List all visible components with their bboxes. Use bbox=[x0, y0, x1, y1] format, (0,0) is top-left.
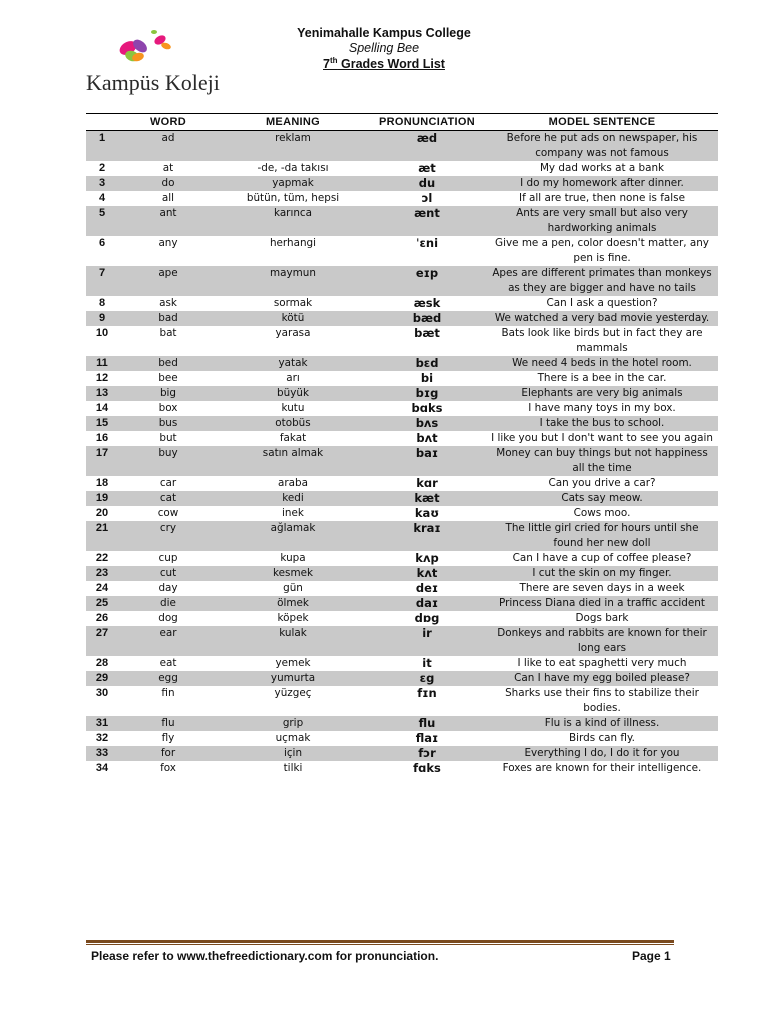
row-meaning: köpek bbox=[277, 612, 309, 624]
table-row bbox=[86, 491, 718, 506]
row-pronunciation: ir bbox=[422, 626, 432, 640]
row-meaning: ölmek bbox=[277, 597, 309, 609]
header-meaning: MEANING bbox=[265, 116, 321, 128]
row-word: bad bbox=[158, 312, 178, 324]
row-sentence: Sharks use their fins to stabilize their bodies. bbox=[505, 687, 699, 714]
row-word: big bbox=[159, 387, 177, 399]
row-number: 15 bbox=[95, 417, 109, 429]
row-sentence: Flu is a kind of illness. bbox=[544, 717, 660, 729]
row-sentence: Princess Diana died in a traffic accident bbox=[499, 597, 705, 609]
row-meaning: maymun bbox=[270, 267, 316, 279]
row-number: 3 bbox=[98, 177, 106, 189]
row-pronunciation: fɔr bbox=[418, 746, 436, 760]
row-pronunciation: kʌt bbox=[416, 566, 438, 580]
row-word: at bbox=[162, 162, 174, 174]
row-sentence: I cut the skin on my finger. bbox=[532, 567, 672, 579]
row-word: fly bbox=[161, 732, 175, 744]
row-meaning: inek bbox=[282, 507, 304, 519]
table-row bbox=[86, 386, 718, 401]
row-sentence: Before he put ads on newspaper, his company was not famous bbox=[506, 132, 698, 159]
row-pronunciation: bɛd bbox=[415, 356, 439, 370]
table-row bbox=[86, 476, 718, 491]
row-pronunciation: æd bbox=[416, 131, 438, 145]
row-number: 10 bbox=[95, 327, 109, 339]
row-sentence: Cows moo. bbox=[573, 507, 631, 519]
row-sentence: I do my homework after dinner. bbox=[520, 177, 684, 189]
row-pronunciation: kraɪ bbox=[413, 521, 441, 535]
row-pronunciation: fɪn bbox=[417, 686, 437, 700]
row-sentence: Cats say meow. bbox=[561, 492, 643, 504]
row-meaning: yatak bbox=[278, 357, 308, 369]
row-pronunciation: it bbox=[422, 656, 432, 670]
row-number: 7 bbox=[98, 267, 106, 279]
row-pronunciation: bɑks bbox=[411, 401, 443, 415]
table-row bbox=[86, 626, 718, 656]
row-meaning: yumurta bbox=[270, 672, 316, 684]
row-meaning: kedi bbox=[282, 492, 304, 504]
row-sentence: Money can buy things but not happiness all the time bbox=[496, 447, 708, 474]
row-meaning: için bbox=[283, 747, 303, 759]
row-pronunciation: eɪp bbox=[415, 266, 439, 280]
row-pronunciation: du bbox=[418, 176, 436, 190]
row-number: 13 bbox=[95, 387, 109, 399]
row-number: 17 bbox=[95, 447, 109, 459]
row-word: any bbox=[158, 237, 178, 249]
row-sentence: Donkeys and rabbits are known for their long ears bbox=[497, 627, 707, 654]
row-sentence: Birds can fly. bbox=[569, 732, 635, 744]
row-number: 22 bbox=[95, 552, 109, 564]
row-number: 31 bbox=[95, 717, 109, 729]
row-sentence: I like you but I don't want to see you again bbox=[491, 432, 713, 444]
row-sentence: There are seven days in a week bbox=[519, 582, 685, 594]
table-row bbox=[86, 716, 718, 731]
row-meaning: otobüs bbox=[275, 417, 311, 429]
table-row bbox=[86, 296, 718, 311]
row-meaning: ağlamak bbox=[270, 522, 316, 534]
row-meaning: kutu bbox=[281, 402, 305, 414]
row-meaning: büyük bbox=[277, 387, 309, 399]
row-pronunciation: flaɪ bbox=[415, 731, 439, 745]
row-number: 27 bbox=[95, 627, 109, 639]
row-sentence: I have many toys in my box. bbox=[528, 402, 676, 414]
page-number: Page 1 bbox=[632, 949, 671, 963]
row-number: 32 bbox=[95, 732, 109, 744]
row-pronunciation: kɑr bbox=[416, 476, 438, 490]
grade-number: 7 bbox=[323, 57, 330, 72]
table-row bbox=[86, 521, 718, 551]
row-meaning: arı bbox=[286, 372, 300, 384]
row-pronunciation: baɪ bbox=[415, 446, 439, 460]
row-word: cup bbox=[158, 552, 178, 564]
row-meaning: yemek bbox=[275, 657, 311, 669]
table-row bbox=[86, 566, 718, 581]
table-row bbox=[86, 266, 718, 296]
row-word: bed bbox=[158, 357, 178, 369]
row-sentence: I take the bus to school. bbox=[539, 417, 665, 429]
row-number: 28 bbox=[95, 657, 109, 669]
row-sentence: Everything I do, I do it for you bbox=[524, 747, 680, 759]
table-row bbox=[86, 551, 718, 566]
row-pronunciation: flu bbox=[418, 716, 436, 730]
row-number: 8 bbox=[98, 297, 106, 309]
row-meaning: yarasa bbox=[275, 327, 311, 339]
row-sentence: Give me a pen, color doesn't matter, any pen is fine. bbox=[495, 237, 709, 264]
list-title bbox=[260, 56, 508, 71]
row-word: box bbox=[158, 402, 178, 414]
logo-text: Kampüs Koleji bbox=[86, 70, 220, 95]
row-pronunciation: ɛg bbox=[419, 671, 435, 685]
row-number: 9 bbox=[98, 312, 106, 324]
row-meaning: gün bbox=[283, 582, 303, 594]
row-word: ant bbox=[159, 207, 177, 219]
row-pronunciation: æt bbox=[418, 161, 436, 175]
row-sentence: Can I have a cup of coffee please? bbox=[512, 552, 692, 564]
row-pronunciation: ˈɛni bbox=[415, 236, 439, 250]
row-meaning: kötü bbox=[281, 312, 305, 324]
row-word: eat bbox=[159, 657, 177, 669]
row-number: 34 bbox=[95, 762, 109, 774]
row-sentence: We watched a very bad movie yesterday. bbox=[494, 312, 710, 324]
row-word: die bbox=[160, 597, 176, 609]
row-word: ask bbox=[159, 297, 177, 309]
table-row bbox=[86, 761, 718, 776]
row-pronunciation: bæt bbox=[414, 326, 440, 340]
row-word: bus bbox=[158, 417, 178, 429]
row-number: 4 bbox=[98, 192, 106, 204]
row-meaning: satın almak bbox=[262, 447, 324, 459]
row-number: 18 bbox=[95, 477, 109, 489]
school-name: Yenimahalle Kampus College bbox=[297, 26, 471, 40]
table-row bbox=[86, 191, 718, 206]
row-sentence: We need 4 beds in the hotel room. bbox=[512, 357, 692, 369]
footer-rule-thin bbox=[86, 944, 674, 945]
row-number: 24 bbox=[95, 582, 109, 594]
row-meaning: grip bbox=[282, 717, 304, 729]
table-row bbox=[86, 656, 718, 671]
header-pronunciation: PRONUNCIATION bbox=[379, 116, 475, 128]
row-word: cry bbox=[159, 522, 177, 534]
row-sentence: I like to eat spaghetti very much bbox=[517, 657, 687, 669]
school-logo bbox=[86, 26, 220, 96]
row-pronunciation: kʌp bbox=[415, 551, 439, 565]
row-pronunciation: ɔl bbox=[421, 191, 433, 205]
table-row bbox=[86, 446, 718, 476]
table-row bbox=[86, 611, 718, 626]
row-word: for bbox=[160, 747, 176, 759]
row-pronunciation: dɒg bbox=[414, 611, 440, 625]
row-number: 1 bbox=[98, 132, 106, 144]
word-list-table bbox=[86, 113, 718, 776]
table-row bbox=[86, 671, 718, 686]
table-row bbox=[86, 311, 718, 326]
row-meaning: tilki bbox=[283, 762, 303, 774]
table-row bbox=[86, 371, 718, 386]
row-number: 2 bbox=[98, 162, 106, 174]
header-word: WORD bbox=[149, 116, 187, 128]
table-row bbox=[86, 326, 718, 356]
table-row bbox=[86, 581, 718, 596]
grade-suffix: th bbox=[329, 56, 338, 65]
document-header bbox=[260, 26, 508, 71]
row-pronunciation: kaʊ bbox=[414, 506, 440, 520]
row-sentence: Can I ask a question? bbox=[546, 297, 658, 309]
row-pronunciation: bʌs bbox=[415, 416, 439, 430]
table-row bbox=[86, 416, 718, 431]
table-row bbox=[86, 236, 718, 266]
table-row bbox=[86, 731, 718, 746]
row-pronunciation: bæd bbox=[412, 311, 442, 325]
row-pronunciation: bʌt bbox=[416, 431, 438, 445]
row-meaning: herhangi bbox=[269, 237, 317, 249]
table-row bbox=[86, 686, 718, 716]
row-sentence: If all are true, then none is false bbox=[519, 192, 685, 204]
row-word: but bbox=[159, 432, 177, 444]
row-number: 5 bbox=[98, 207, 106, 219]
row-word: cut bbox=[159, 567, 177, 579]
row-meaning: kesmek bbox=[273, 567, 313, 579]
header-sentence: MODEL SENTENCE bbox=[548, 116, 656, 128]
row-meaning: sormak bbox=[273, 297, 313, 309]
butterflies-icon bbox=[114, 26, 178, 70]
row-sentence: Elephants are very big animals bbox=[521, 387, 683, 399]
row-number: 11 bbox=[96, 357, 108, 369]
row-sentence: Can you drive a car? bbox=[548, 477, 656, 489]
row-word: cat bbox=[159, 492, 177, 504]
row-sentence: My dad works at a bank bbox=[539, 162, 665, 174]
row-word: do bbox=[161, 177, 175, 189]
row-word: ear bbox=[159, 627, 177, 639]
row-meaning: araba bbox=[278, 477, 308, 489]
row-word: dog bbox=[158, 612, 178, 624]
table-row bbox=[86, 431, 718, 446]
row-pronunciation: fɑks bbox=[413, 761, 441, 775]
row-word: car bbox=[159, 477, 177, 489]
row-number: 29 bbox=[95, 672, 109, 684]
row-sentence: Foxes are known for their intelligence. bbox=[502, 762, 702, 774]
row-pronunciation: ænt bbox=[414, 206, 440, 220]
row-meaning: yapmak bbox=[272, 177, 314, 189]
row-word: fin bbox=[161, 687, 175, 699]
row-meaning: bütün, tüm, hepsi bbox=[246, 192, 340, 204]
row-meaning: karınca bbox=[273, 207, 313, 219]
document-subtitle: Spelling Bee bbox=[348, 41, 420, 55]
row-sentence: Apes are different primates than monkeys as they are bigger and have no tails bbox=[492, 267, 712, 294]
row-sentence: There is a bee in the car. bbox=[537, 372, 667, 384]
row-meaning: -de, -da takısı bbox=[257, 162, 329, 174]
row-pronunciation: bi bbox=[420, 371, 434, 385]
row-meaning: uçmak bbox=[275, 732, 311, 744]
row-sentence: Can I have my egg boiled please? bbox=[514, 672, 690, 684]
row-meaning: fakat bbox=[279, 432, 307, 444]
row-meaning: yüzgeç bbox=[274, 687, 312, 699]
row-pronunciation: daɪ bbox=[415, 596, 439, 610]
row-word: cow bbox=[157, 507, 179, 519]
row-sentence: Ants are very small but also very hardworking animals bbox=[516, 207, 688, 234]
row-number: 6 bbox=[98, 237, 106, 249]
row-word: ad bbox=[161, 132, 175, 144]
row-word: egg bbox=[158, 672, 178, 684]
table-row bbox=[86, 506, 718, 521]
table-row bbox=[86, 161, 718, 176]
row-word: all bbox=[161, 192, 175, 204]
footer-note: Please refer to www.thefreedictionary.com for pronunciation. bbox=[91, 949, 439, 963]
row-word: bat bbox=[159, 327, 177, 339]
table-row bbox=[86, 746, 718, 761]
row-number: 16 bbox=[95, 432, 109, 444]
row-word: ape bbox=[158, 267, 178, 279]
row-pronunciation: deɪ bbox=[415, 581, 439, 595]
row-number: 19 bbox=[95, 492, 109, 504]
row-word: fox bbox=[160, 762, 176, 774]
table-row bbox=[86, 356, 718, 371]
table-row bbox=[86, 596, 718, 611]
row-number: 30 bbox=[95, 687, 109, 699]
table-row bbox=[86, 131, 718, 161]
row-number: 20 bbox=[95, 507, 109, 519]
row-number: 14 bbox=[95, 402, 109, 414]
row-word: buy bbox=[158, 447, 178, 459]
row-word: bee bbox=[158, 372, 178, 384]
row-word: flu bbox=[161, 717, 175, 729]
row-number: 23 bbox=[95, 567, 109, 579]
footer-rule bbox=[86, 940, 674, 943]
row-word: day bbox=[158, 582, 178, 594]
row-pronunciation: bɪg bbox=[415, 386, 439, 400]
table-row bbox=[86, 176, 718, 191]
table-header bbox=[86, 114, 718, 131]
row-meaning: reklam bbox=[275, 132, 311, 144]
row-sentence: Dogs bark bbox=[575, 612, 629, 624]
row-pronunciation: æsk bbox=[413, 296, 441, 310]
row-meaning: kulak bbox=[279, 627, 307, 639]
list-title-text: Grades Word List bbox=[337, 57, 445, 72]
table-body bbox=[86, 131, 718, 776]
row-pronunciation: kæt bbox=[414, 491, 440, 505]
row-meaning: kupa bbox=[280, 552, 306, 564]
table-row bbox=[86, 401, 718, 416]
row-number: 12 bbox=[95, 372, 109, 384]
row-number: 26 bbox=[95, 612, 109, 624]
row-number: 21 bbox=[95, 522, 109, 534]
row-number: 25 bbox=[95, 597, 109, 609]
table-row bbox=[86, 206, 718, 236]
row-number: 33 bbox=[95, 747, 109, 759]
row-sentence: Bats look like birds but in fact they are mammals bbox=[501, 327, 703, 354]
row-sentence: The little girl cried for hours until she found her new doll bbox=[505, 522, 699, 549]
